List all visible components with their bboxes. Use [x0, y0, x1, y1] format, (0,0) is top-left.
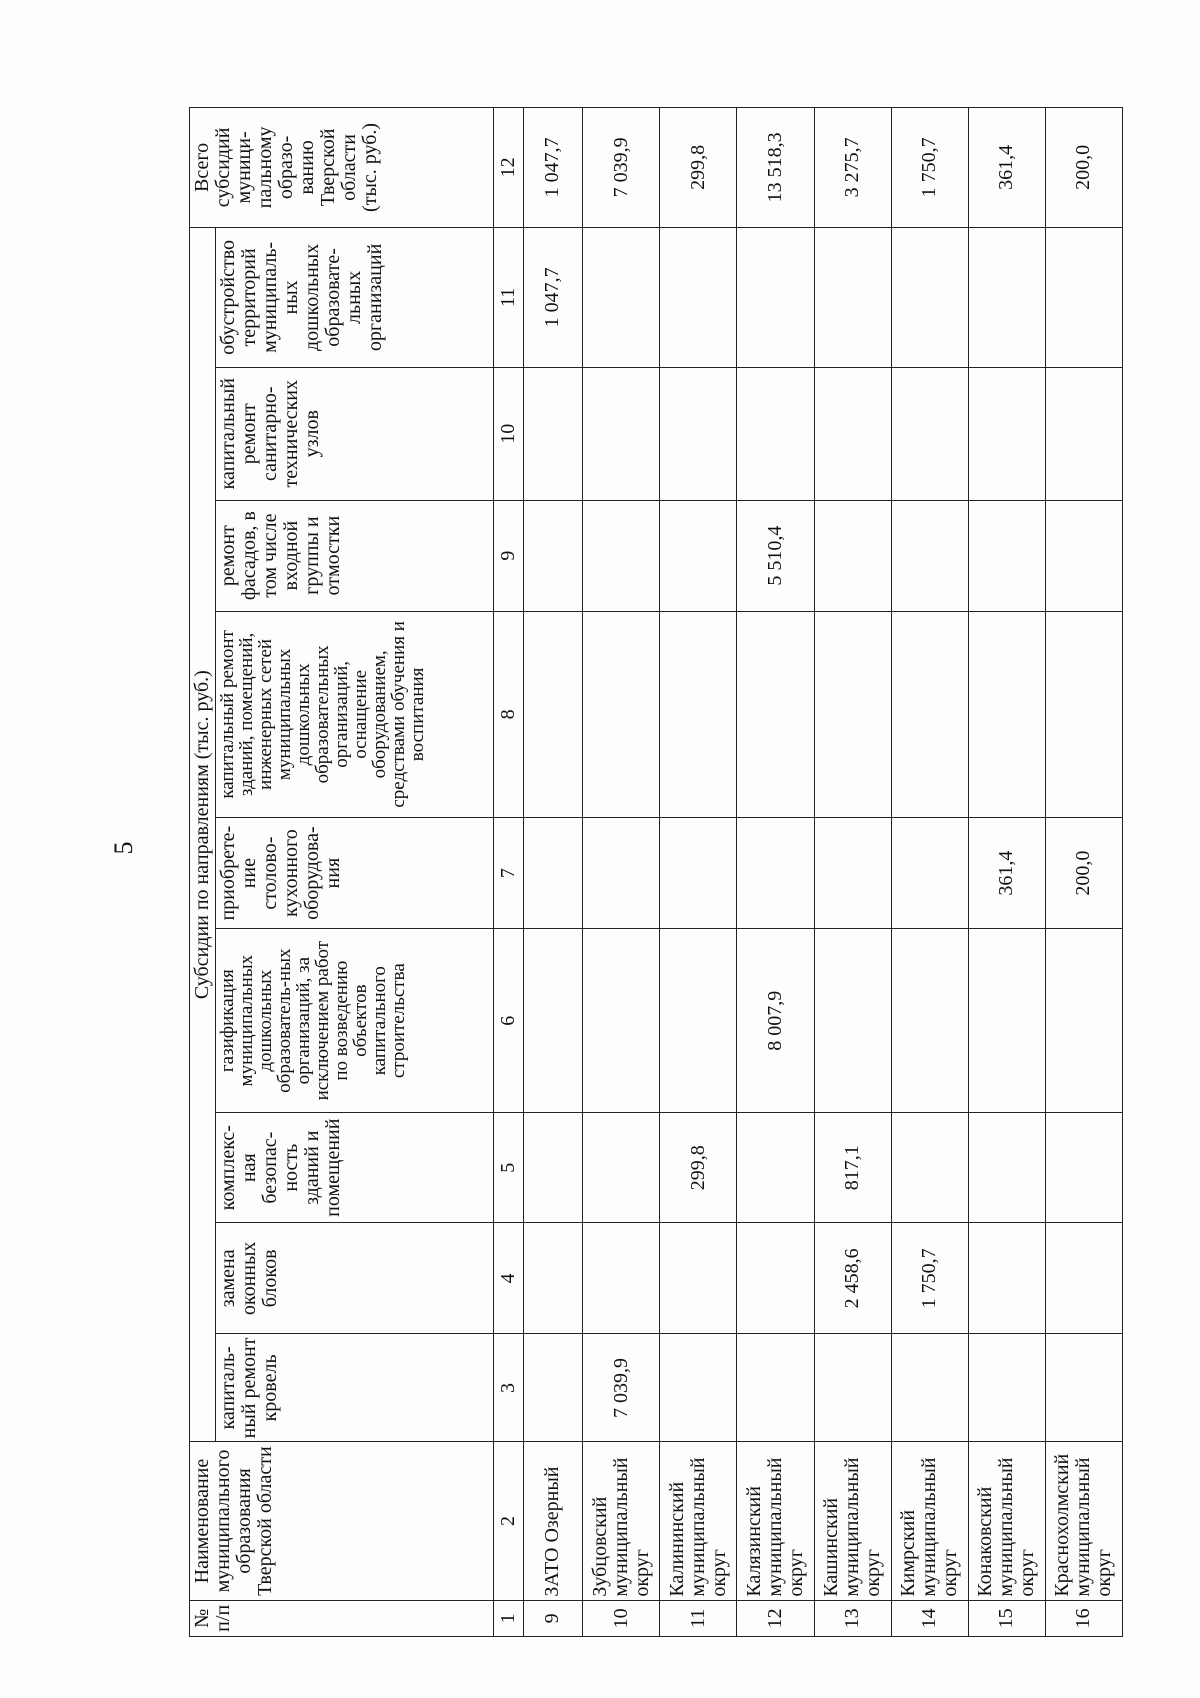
subsidy-cell: 817,1	[814, 1113, 891, 1223]
subsidy-cell	[814, 227, 891, 367]
header-col-6: газификация муниципальных дошкольных образователь-ных организаций, за исключением работ по возведению объектов капитального строительства	[216, 929, 494, 1113]
subsidy-cell	[583, 367, 660, 500]
municipality-name: Кашинский муниципальный округ	[814, 1442, 891, 1600]
header-col-10: капитальный ремонт санитарно-технических узлов	[216, 367, 494, 500]
subsidy-cell: 2 458,6	[814, 1223, 891, 1334]
col-number: 6	[494, 929, 524, 1113]
subsidy-cell	[737, 818, 814, 929]
municipality-name: Кимрский муниципальный округ	[891, 1442, 968, 1600]
subsidy-cell	[1045, 611, 1122, 817]
col-number: 10	[494, 367, 524, 500]
subsidy-cell	[814, 929, 891, 1113]
subsidy-cell	[814, 1334, 891, 1442]
col-number: 3	[494, 1334, 524, 1442]
subsidy-cell	[660, 611, 737, 817]
row-number: 16	[1045, 1600, 1122, 1636]
table-row	[814, 108, 891, 1637]
subsidy-cell	[1045, 929, 1122, 1113]
subsidy-cell: 299,8	[660, 1113, 737, 1223]
subsidy-cell	[523, 929, 582, 1113]
subsidy-cell	[737, 367, 814, 500]
subsidy-cell	[583, 929, 660, 1113]
subsidy-cell	[891, 1334, 968, 1442]
row-number: 15	[968, 1600, 1045, 1636]
subsidy-cell	[660, 818, 737, 929]
subsidy-cell	[968, 1223, 1045, 1334]
subsidy-cell	[660, 227, 737, 367]
header-col-11: обустройство территорий муниципаль-ных дошкольных образовате-льных организаций	[216, 227, 494, 367]
header-name: Наименование муниципального образования Тверской области	[190, 1442, 494, 1600]
subsidy-cell	[1045, 227, 1122, 367]
subsidy-cell	[660, 500, 737, 611]
table-row	[968, 108, 1045, 1637]
col-number: 2	[494, 1442, 524, 1600]
subsidy-table	[189, 107, 1123, 1637]
subsidy-cell	[1045, 1113, 1122, 1223]
col-number: 9	[494, 500, 524, 611]
total-cell: 1 750,7	[891, 108, 968, 228]
table-row	[523, 108, 582, 1637]
col-number: 5	[494, 1113, 524, 1223]
subsidy-cell	[1045, 500, 1122, 611]
subsidy-cell	[660, 1223, 737, 1334]
row-number: 13	[814, 1600, 891, 1636]
col-number: 1	[494, 1600, 524, 1636]
table-row	[660, 108, 737, 1637]
subsidy-cell	[1045, 1223, 1122, 1334]
municipality-name: Зубцовский муниципальный округ	[583, 1442, 660, 1600]
subsidy-cell	[583, 611, 660, 817]
header-col-7: приобрете-ние столово-кухонного оборудова-ния	[216, 818, 494, 929]
subsidy-cell	[737, 227, 814, 367]
subsidy-cell	[814, 500, 891, 611]
header-total: Всего субсидий муници-пальному образо-ванию Тверской области (тыс. руб.)	[190, 108, 494, 228]
subsidy-cell	[968, 1334, 1045, 1442]
subsidy-cell	[968, 929, 1045, 1113]
subsidy-cell	[968, 1113, 1045, 1223]
rotated-table-wrapper	[189, 107, 1123, 1637]
subsidy-cell	[891, 611, 968, 817]
municipality-name: Калининский муниципальный округ	[660, 1442, 737, 1600]
col-number: 11	[494, 227, 524, 367]
subsidy-cell	[583, 1223, 660, 1334]
table-row	[1045, 108, 1122, 1637]
total-cell: 200,0	[1045, 108, 1122, 228]
subsidy-cell	[583, 227, 660, 367]
subsidy-cell: 7 039,9	[583, 1334, 660, 1442]
col-number: 8	[494, 611, 524, 817]
subsidy-cell	[523, 367, 582, 500]
subsidy-cell: 5 510,4	[737, 500, 814, 611]
municipality-name: Краснохолмский муниципальный округ	[1045, 1442, 1122, 1600]
total-cell: 299,8	[660, 108, 737, 228]
header-col-9: ремонт фасадов, в том числе входной группы и отмостки	[216, 500, 494, 611]
header-no: № п/п	[190, 1600, 494, 1636]
subsidy-cell	[737, 611, 814, 817]
subsidy-cell	[968, 611, 1045, 817]
row-number: 14	[891, 1600, 968, 1636]
subsidy-cell	[1045, 367, 1122, 500]
header-col-5: комплекс-ная безопас-ность зданий и помещений	[216, 1113, 494, 1223]
header-group: Субсидии по направлениям (тыс. руб.)	[190, 227, 216, 1442]
subsidy-cell	[523, 611, 582, 817]
subsidy-cell	[660, 929, 737, 1113]
subsidy-cell	[737, 1334, 814, 1442]
subsidy-cell: 361,4	[968, 818, 1045, 929]
subsidy-cell	[814, 818, 891, 929]
subsidy-cell	[968, 367, 1045, 500]
subsidy-cell	[891, 1113, 968, 1223]
subsidy-cell	[891, 929, 968, 1113]
header-col-4: замена оконных блоков	[216, 1223, 494, 1334]
subsidy-cell	[891, 500, 968, 611]
subsidy-cell: 1 047,7	[523, 227, 582, 367]
subsidy-cell	[583, 1113, 660, 1223]
subsidy-cell: 200,0	[1045, 818, 1122, 929]
subsidy-cell	[523, 500, 582, 611]
header-col-3: капиталь-ный ремонт кровель	[216, 1334, 494, 1442]
table-row	[891, 108, 968, 1637]
subsidy-cell: 1 750,7	[891, 1223, 968, 1334]
total-cell: 13 518,3	[737, 108, 814, 228]
total-cell: 7 039,9	[583, 108, 660, 228]
header-col-8: капитальный ремонт зданий, помещений, инженерных сетей муниципальных дошкольных образовательных организаций, оснащение оборудованием, средствами обучения и воспитания	[216, 611, 494, 817]
table-row	[737, 108, 814, 1637]
subsidy-cell	[737, 1223, 814, 1334]
municipality-name: Конаковский муниципальный округ	[968, 1442, 1045, 1600]
subsidy-cell	[1045, 1334, 1122, 1442]
subsidy-cell	[523, 818, 582, 929]
page-number: 5	[109, 841, 138, 855]
subsidy-cell	[891, 227, 968, 367]
subsidy-cell	[523, 1334, 582, 1442]
total-cell: 3 275,7	[814, 108, 891, 228]
subsidy-cell	[891, 818, 968, 929]
col-number: 7	[494, 818, 524, 929]
subsidy-cell	[814, 611, 891, 817]
row-number: 11	[660, 1600, 737, 1636]
subsidy-cell	[737, 1113, 814, 1223]
table-row	[583, 108, 660, 1637]
subsidy-cell	[968, 500, 1045, 611]
subsidy-cell	[583, 818, 660, 929]
row-number: 9	[523, 1600, 582, 1636]
total-cell: 361,4	[968, 108, 1045, 228]
subsidy-cell	[891, 367, 968, 500]
subsidy-cell: 8 007,9	[737, 929, 814, 1113]
municipality-name: ЗАТО Озерный	[523, 1442, 582, 1600]
total-cell: 1 047,7	[523, 108, 582, 228]
col-number: 4	[494, 1223, 524, 1334]
subsidy-cell	[660, 367, 737, 500]
column-number-row	[494, 108, 524, 1637]
col-number: 12	[494, 108, 524, 228]
row-number: 10	[583, 1600, 660, 1636]
subsidy-cell	[968, 227, 1045, 367]
subsidy-cell	[523, 1113, 582, 1223]
subsidy-cell	[660, 1334, 737, 1442]
subsidy-cell	[814, 367, 891, 500]
row-number: 12	[737, 1600, 814, 1636]
subsidy-cell	[523, 1223, 582, 1334]
subsidy-cell	[583, 500, 660, 611]
municipality-name: Калязинский муниципальный округ	[737, 1442, 814, 1600]
